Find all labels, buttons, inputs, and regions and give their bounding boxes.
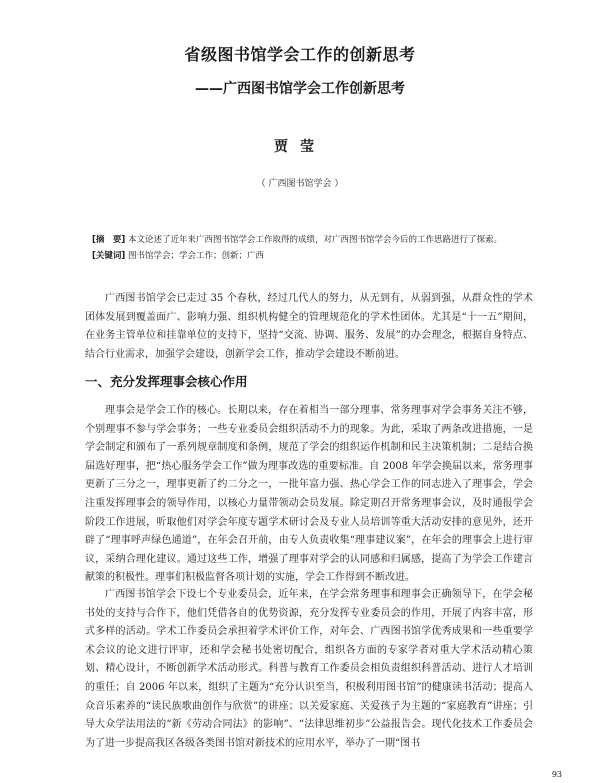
author-name: 贾莹 bbox=[274, 139, 326, 155]
paper-title: 省级图书馆学会工作的创新思考 bbox=[184, 45, 416, 64]
abstract-label: [摘 要] bbox=[92, 235, 126, 245]
abstract bbox=[92, 234, 532, 246]
keywords-label: [关键词] bbox=[92, 251, 126, 261]
keywords bbox=[92, 250, 532, 262]
paper-subtitle: ——广西图书馆学会工作创新思考 bbox=[195, 81, 405, 97]
section-heading-1: 一、充分发挥理事会核心作用 bbox=[85, 374, 248, 389]
page-number: 93 bbox=[551, 770, 562, 779]
body-paragraph-1: 广西图书馆学会已走过 35 个春秋，经过几代人的努力，从无到有，从弱到强，从群众性的学术团体发展到覆盖面广、影响力强、组织机构健全的管理规范化的学术性团体。尤其是“十一五”期间，在业务主管单位和挂靠单位的支持下，坚持“交流、协调、服务、发展”的办会理念，根据自身特点、结合行业需求，加强学会建设，创新学会工作，推动学会建设不断前进。 bbox=[85, 293, 533, 360]
author-affiliation: （ 广西图书馆学会 ） bbox=[256, 179, 344, 189]
body-paragraph-2: 理事会是学会工作的核心。长期以来，存在着相当一部分理事、常务理事对学会事务关注不够，个别理事不参与学会事务；一些专业委员会组织活动不力的现象。为此，采取了两条改进措施，一是学会制定和颁布了一系列规章制度和条例，规范了学会的组织运作机制和民主决策机制；二是结合换届选好理事，把“热心服务学会工作”做为理事改选的重要标准。自 2008 年学会换届以来，常务理事更新了三分之一，理事更新了约二分之一，一批年富力强、热心学会工作的同志进入了理事会，学会注重发挥理事会的领导作用，以核心力量带领动会员发展。除定期召开常务理事会议，及时通报学会阶段工作进展，听取他们对学会年度专题学术研讨会及专业人员培训等重大活动安排的意见外，还开辟了“理事呼声绿色通道”，在年会召开前，由专人负责收集“理事建议案”，在年会的理事会上进行审议，采纳合理化建议。通过这些工作，增强了理事对学会的认同感和归属感，提高了为学会工作建言献策的积极性。理事们积极监督各项计划的实施，学会工作得到不断改进。 bbox=[85, 405, 533, 584]
abstract-text: 本文论述了近年来广西图书馆学会工作取得的成绩，对广西图书馆学会今后的工作思路进行了探索。 bbox=[127, 235, 502, 245]
body-paragraph-3: 广西图书馆学会下设七个专业委员会，近年来，在学会常务理事和理事会正确领导下，在学会秘书处的支持与合作下，他们凭借各自的优势资源，充分发挥专业委员会的作用，开展了内容丰富，形式多样的活动。学术工作委员会承担着学术评价工作，对年会、广西图书馆学优秀成果和一些重要学术会议的论文进行评审，还和学会秘书处密切配合，组织各方面的专家学者对重大学术活动精心策划、精心设计，不断创新学术活动形式。科普与教育工作委员会相负责组织科普活动、进行人才培训的重任；自 2006 年以来，组织了主题为“充分认识至当，积极利用图书馆”的健康读书活动；提高人众音乐素养的“读民族歌曲创作与欣赏”的讲座；以关爱家庭、关爱孩子为主题的“家庭教育”讲座；引导大众学法用法的“新《劳动合同法》的影响”、“法律思维初步”公益报告会。现代化技术工作委员会为了进一步提高我区各级各类图书馆对新技术的应用水平，举办了一期“图书 bbox=[85, 589, 533, 749]
keywords-text: 图书馆学会；学会工作；创新；广西 bbox=[127, 251, 264, 261]
